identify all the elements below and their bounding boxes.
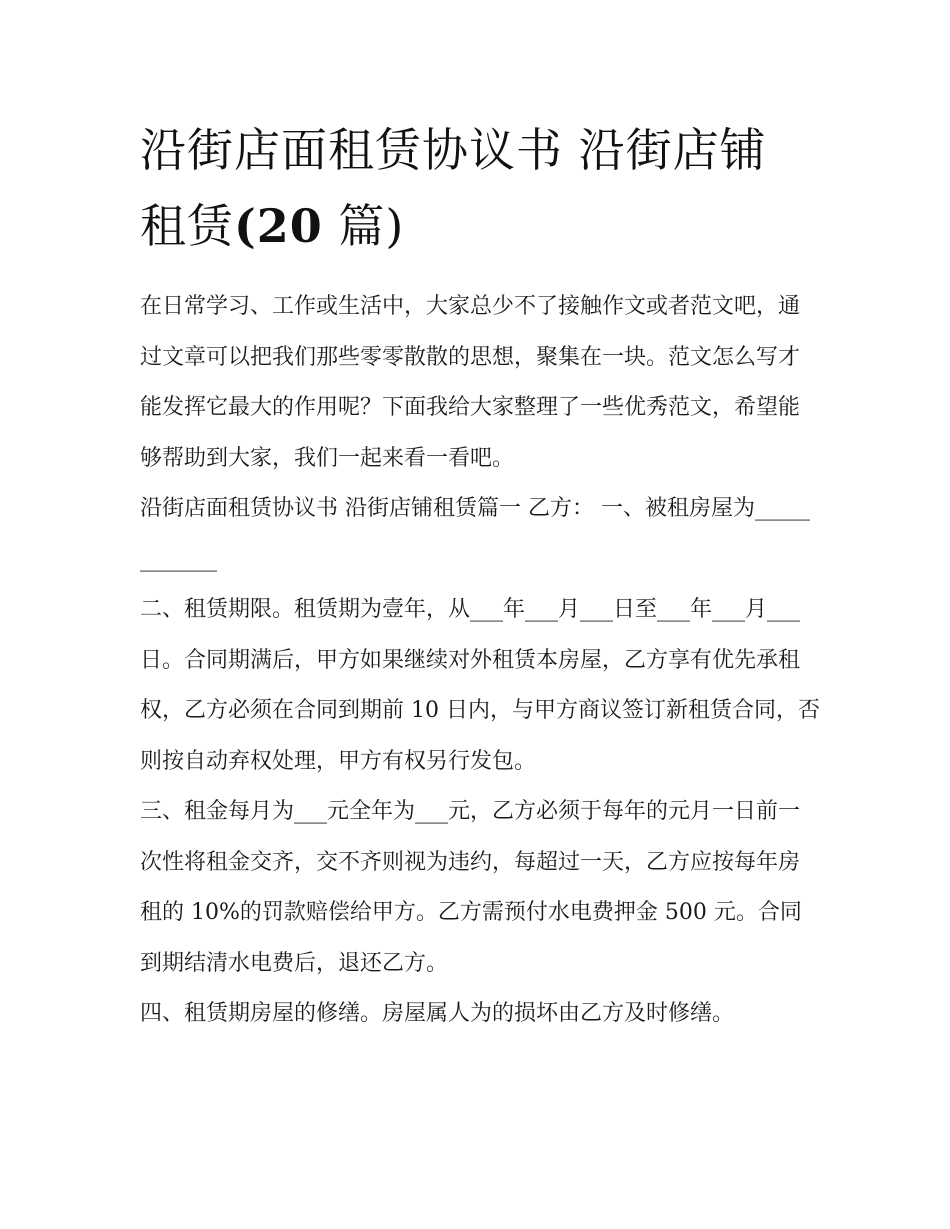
document-title — [140, 112, 820, 264]
paragraph-repairs: 四、租赁期房屋的修缮。房屋属人为的损坏由乙方及时修缮。 — [140, 1001, 735, 1026]
paragraph-rent: 三、租金每月为___元全年为___元，乙方必须于每年的元月一日前一次性将租金交齐，交不齐则视为违约，每超过一天，乙方应按每年房租的 10%的罚款赔偿给甲方。乙方需预付水电费押金 500 元。合同到期结清水电费后，退还乙方。 — [140, 799, 802, 976]
title-line-1: 沿街店面租赁协议书 沿街店铺 — [140, 123, 767, 177]
paragraph-intro: 在日常学习、工作或生活中，大家总少不了接触作文或者范文吧，通过文章可以把我们那些零零散散的思想，聚集在一块。范文怎么写才能发挥它最大的作用呢？下面我给大家整理了一些优秀范文，希望能够帮助到大家，我们一起来看一看吧。 — [140, 294, 801, 471]
title-line-2-suffix: 篇) — [322, 199, 405, 253]
paragraph-section-one: 沿街店面租赁协议书 沿街店铺租赁篇一 乙方： 一、被租房屋为____________ — [140, 496, 810, 572]
document-page — [140, 112, 820, 1040]
title-line-2-prefix: 租赁 — [140, 199, 234, 253]
paragraph-lease-term: 二、租赁期限。租赁期为壹年，从___年___月___日至___年___月___日。合同期满后，甲方如果继续对外租赁本房屋，乙方享有优先承租权，乙方必须在合同到期前 10 日内，与甲方商议签订新租赁合同，否则按自动弃权处理，甲方有权另行发包。 — [140, 597, 820, 774]
title-line-2-number: (20 — [234, 199, 323, 253]
document-body — [140, 282, 820, 1040]
